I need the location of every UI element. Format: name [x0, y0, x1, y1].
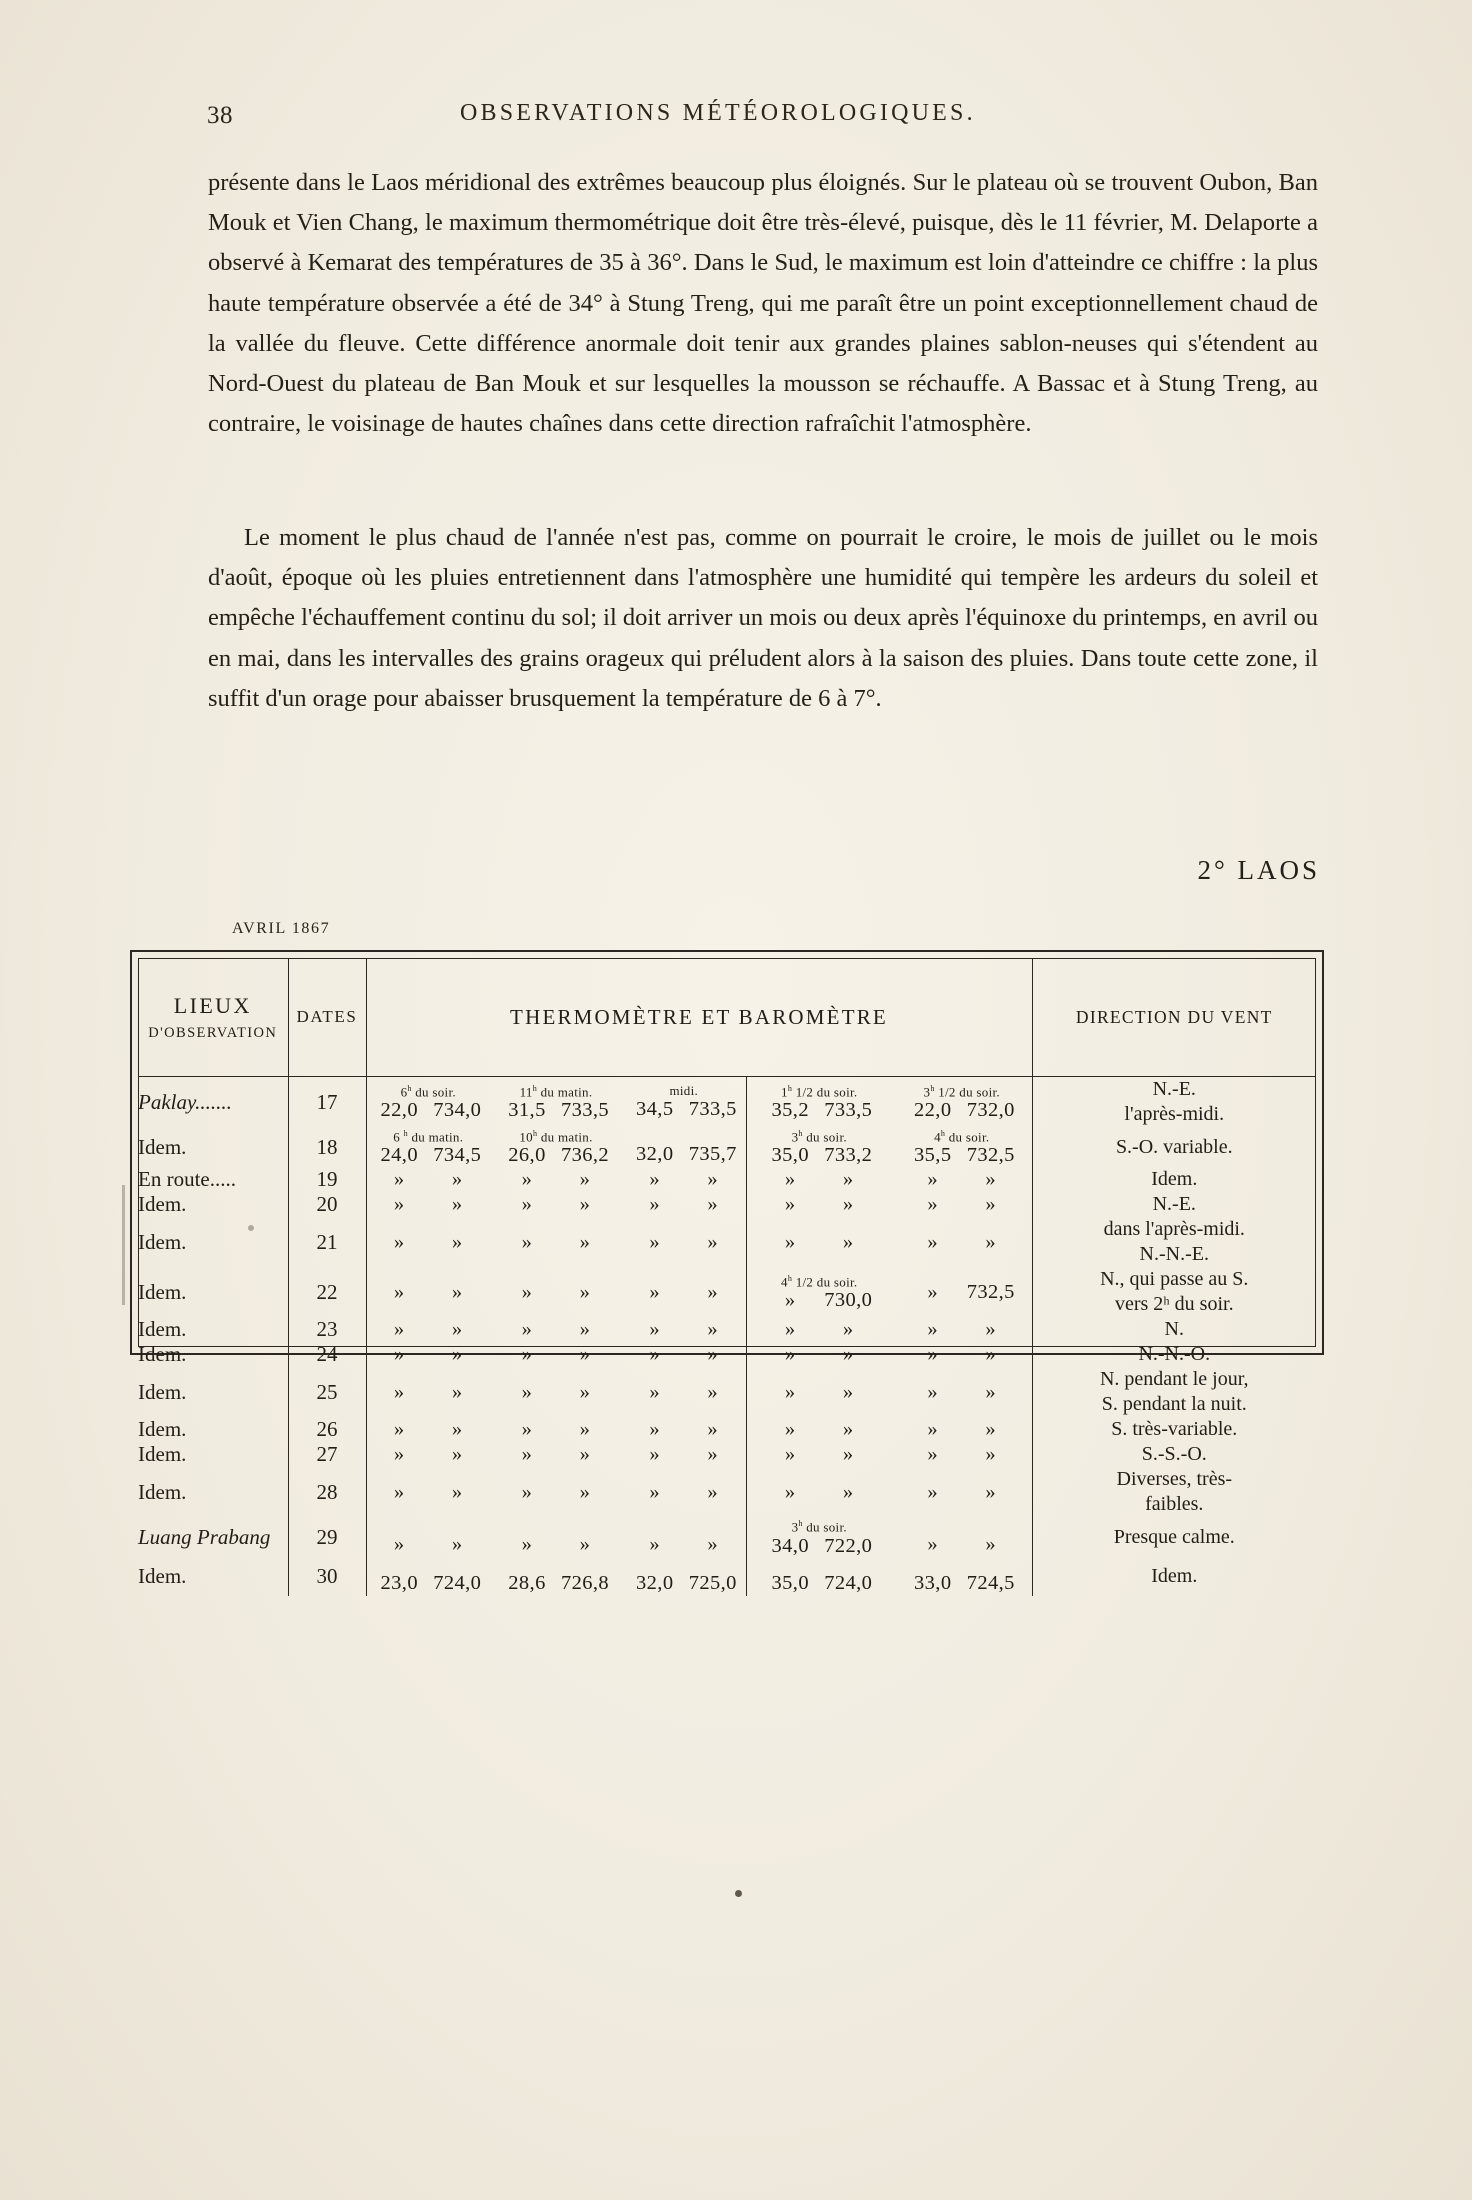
measure-values: » »: [784, 1168, 854, 1191]
measure-values: » »: [521, 1480, 591, 1503]
cell-lieu: Idem.: [138, 1217, 288, 1267]
cell-measure-5: [892, 1442, 1032, 1467]
measure-values: » »: [927, 1318, 997, 1341]
measure-values: » »: [784, 1318, 854, 1341]
cell-measure-4: [746, 1342, 892, 1367]
cell-measure-2: [490, 1417, 622, 1442]
cell-measure-3: [622, 1367, 746, 1417]
cell-measure-4: [746, 1517, 892, 1557]
header-direction-vent: DIRECTION DU VENT: [1032, 958, 1316, 1077]
cell-date: 20: [288, 1192, 366, 1217]
cell-measure-2: [490, 1192, 622, 1217]
measure-values: 35,0 724,0: [771, 1572, 873, 1595]
cell-measure-1: [366, 1417, 490, 1442]
table-row: [138, 1442, 1316, 1467]
measure-values: » »: [521, 1443, 591, 1466]
cell-lieu: Idem.: [138, 1417, 288, 1442]
cell-measure-1: [366, 1517, 490, 1557]
cell-measure-3: [622, 1342, 746, 1367]
cell-date: 22: [288, 1267, 366, 1317]
cell-measure-1: [366, 1558, 490, 1596]
measure-values: » 732,5: [927, 1280, 1015, 1303]
cell-vent: S. très-variable.: [1111, 1418, 1238, 1441]
cell-measure-4: [746, 1317, 892, 1342]
measure-values: » »: [927, 1380, 997, 1403]
page-header: [0, 100, 1472, 132]
page-edge-mark: [122, 1185, 125, 1305]
cell-lieu: Idem.: [138, 1442, 288, 1467]
table-caption: AVRIL 1867: [232, 920, 331, 937]
measure-values: 34,0 722,0: [771, 1534, 873, 1557]
cell-measure-2: [490, 1367, 622, 1417]
paragraph-2: [208, 518, 1318, 719]
cell-measure-1: [366, 1127, 490, 1167]
cell-measure-4: [746, 1192, 892, 1217]
measure-values: » »: [649, 1418, 719, 1441]
cell-measure-5: [892, 1077, 1032, 1128]
cell-measure-5: [892, 1317, 1032, 1342]
cell-measure-2: [490, 1267, 622, 1317]
header-thermometre: THERMOMÈTRE ET BAROMÈTRE: [366, 958, 1032, 1077]
cell-measure-5: [892, 1267, 1032, 1317]
cell-vent: N.-N.-O.: [1138, 1343, 1211, 1366]
table-row: [138, 1192, 1316, 1217]
cell-vent: N. pendant le jour, S. pendant la nuit.: [1099, 1368, 1249, 1416]
cell-lieu: Idem.: [138, 1192, 288, 1217]
measure-values: » »: [784, 1380, 854, 1403]
page-number: 38: [207, 102, 233, 129]
cell-vent: Presque calme.: [1113, 1525, 1235, 1548]
cell-measure-2: [490, 1127, 622, 1167]
cell-measure-1: [366, 1442, 490, 1467]
measure-values: 23,0 724,0: [380, 1572, 482, 1595]
measure-time-label: midi.: [669, 1082, 699, 1098]
cell-measure-2: [490, 1342, 622, 1367]
cell-date: 24: [288, 1342, 366, 1367]
cell-measure-5: [892, 1192, 1032, 1217]
measure-values: 28,6 726,8: [508, 1572, 610, 1595]
measure-values: » »: [927, 1443, 997, 1466]
measure-values: » »: [784, 1418, 854, 1441]
cell-measure-2: [490, 1077, 622, 1128]
cell-measure-4: [746, 1467, 892, 1517]
cell-measure-2: [490, 1167, 622, 1192]
cell-measure-5: [892, 1217, 1032, 1267]
measure-time-label: 3$^h$ du soir.: [791, 1129, 847, 1145]
cell-measure-4: [746, 1417, 892, 1442]
measure-values: » »: [649, 1443, 719, 1466]
paragraph-1: [208, 163, 1318, 444]
cell-measure-4: [746, 1127, 892, 1167]
measure-values: » »: [649, 1480, 719, 1503]
table-row: [138, 1077, 1316, 1128]
cell-measure-3: [622, 1267, 746, 1317]
measure-values: » »: [393, 1318, 463, 1341]
measure-time-label: 6 $^h$ du matin.: [393, 1129, 464, 1145]
measure-values: 35,5 732,5: [914, 1144, 1015, 1167]
cell-measure-3: [622, 1192, 746, 1217]
cell-measure-3: [622, 1217, 746, 1267]
table-row: [138, 1127, 1316, 1167]
measure-time-label: 3$^h$ 1/2 du soir.: [923, 1083, 1000, 1100]
cell-measure-4: [746, 1367, 892, 1417]
cell-vent: N.-E.: [1152, 1193, 1196, 1216]
table-row: [138, 1217, 1316, 1267]
cell-date: 17: [288, 1077, 366, 1128]
measure-values: » »: [521, 1318, 591, 1341]
measure-values: » »: [393, 1193, 463, 1216]
measure-time-label: 11$^h$ du matin.: [519, 1083, 593, 1100]
measure-values: » »: [521, 1168, 591, 1191]
cell-measure-1: [366, 1192, 490, 1217]
header-lieux-label: LIEUX: [173, 992, 252, 1018]
measure-values: » »: [393, 1168, 463, 1191]
cell-date: 23: [288, 1317, 366, 1342]
cell-measure-4: [746, 1167, 892, 1192]
footer-dot: [735, 1890, 742, 1897]
cell-lieu: Idem.: [138, 1467, 288, 1517]
table-row: [138, 1167, 1316, 1192]
ink-smudge: [248, 1225, 254, 1231]
cell-measure-1: [366, 1317, 490, 1342]
cell-measure-5: [892, 1342, 1032, 1367]
cell-measure-2: [490, 1317, 622, 1342]
measure-values: » »: [927, 1230, 997, 1253]
cell-vent: N.-E. l'après-midi.: [1124, 1078, 1225, 1125]
measure-values: » »: [649, 1318, 719, 1341]
measure-values: 22,0 732,0: [914, 1099, 1015, 1122]
measure-values: » »: [521, 1343, 591, 1366]
measure-values: » »: [393, 1343, 463, 1366]
cell-lieu: Idem.: [138, 1317, 288, 1342]
measure-values: » »: [927, 1532, 997, 1555]
paragraph-1-text: présente dans le Laos méridional des extrêmes beaucoup plus éloignés. Sur le plateau où se trouvent Oubon, Ban Mouk et Vien Chang, le maximum thermométrique doit être très-élevé, puisque, dès le 11 février, M. Delaporte a observé à Kemarat des températures de 35 à 36°. Dans le Sud, le maximum est loin d'atteindre ce chiffre : la plus haute température observée a été de 34° à Stung Treng, qui me paraît être un point exceptionnellement chaud de la vallée du fleuve. Cette différence anormale doit tenir aux grandes plaines sablon-neuses qui s'étendent au Nord-Ouest du plateau de Ban Mouk et sur lesquelles la mousson se réchauffe. A Bassac et à Stung Treng, au contraire, le voisinage de hautes chaînes dans cette direction rafraîchit l'atmosphère.: [208, 169, 1318, 438]
measure-values: » »: [521, 1193, 591, 1216]
cell-measure-3: [622, 1467, 746, 1517]
cell-measure-2: [490, 1442, 622, 1467]
cell-vent: S.-O. variable.: [1115, 1135, 1233, 1158]
cell-measure-1: [366, 1467, 490, 1517]
measure-values: 24,0 734,5: [380, 1144, 482, 1167]
cell-measure-5: [892, 1467, 1032, 1517]
meteo-table: [138, 958, 1316, 1596]
cell-lieu: En route.....: [138, 1167, 288, 1192]
measure-values: 33,0 724,5: [914, 1572, 1015, 1595]
cell-date: 29: [288, 1517, 366, 1557]
measure-time-label: 10$^h$ du matin.: [519, 1129, 593, 1145]
cell-measure-3: [622, 1167, 746, 1192]
cell-vent: N.: [1164, 1318, 1184, 1341]
cell-measure-4: [746, 1442, 892, 1467]
cell-lieu: Idem.: [138, 1367, 288, 1417]
measure-values: » »: [521, 1380, 591, 1403]
table-header-row: [138, 958, 1316, 1077]
measure-values: » »: [393, 1532, 463, 1555]
cell-measure-2: [490, 1467, 622, 1517]
measure-values: » »: [521, 1230, 591, 1253]
measure-values: 32,0 725,0: [636, 1572, 737, 1595]
cell-date: 27: [288, 1442, 366, 1467]
measure-values: » »: [393, 1230, 463, 1253]
table-row: [138, 1342, 1316, 1367]
cell-lieu: Idem.: [138, 1127, 288, 1167]
cell-measure-1: [366, 1217, 490, 1267]
measure-values: 34,5 733,5: [636, 1097, 737, 1120]
table-row: [138, 1417, 1316, 1442]
measure-values: » 730,0: [784, 1289, 873, 1312]
cell-measure-1: [366, 1077, 490, 1128]
measure-values: 32,0 735,7: [636, 1142, 737, 1165]
measure-values: » »: [784, 1193, 854, 1216]
cell-date: 28: [288, 1467, 366, 1517]
cell-measure-5: [892, 1367, 1032, 1417]
cell-measure-2: [490, 1217, 622, 1267]
table-row: [138, 1317, 1316, 1342]
measure-values: » »: [649, 1168, 719, 1191]
header-lieux: [138, 958, 288, 1077]
measure-time-label: 3$^h$ du soir.: [791, 1519, 847, 1535]
measure-values: » »: [784, 1230, 854, 1253]
measure-values: » »: [649, 1280, 719, 1303]
measure-time-label: 4$^h$ 1/2 du soir.: [781, 1274, 858, 1290]
cell-vent: Idem.: [1151, 1168, 1198, 1191]
cell-vent: dans l'après-midi. N.-N.-E.: [1103, 1218, 1245, 1266]
cell-measure-4: [746, 1217, 892, 1267]
cell-date: 21: [288, 1217, 366, 1267]
cell-date: 30: [288, 1558, 366, 1596]
measure-values: » »: [521, 1418, 591, 1441]
cell-date: 18: [288, 1127, 366, 1167]
measure-values: » »: [393, 1280, 463, 1303]
cell-measure-2: [490, 1517, 622, 1557]
cell-date: 25: [288, 1367, 366, 1417]
measure-values: » »: [649, 1343, 719, 1366]
header-lieux-sublabel: D'OBSERVATION: [148, 1024, 278, 1041]
paragraph-2-text: Le moment le plus chaud de l'année n'est pas, comme on pourrait le croire, le mois de juillet ou le mois d'août, époque où les pluies entretiennent dans l'atmosphère une humidité qui tempère les ardeurs du soleil et empêche l'échauffement continu du sol; il doit arriver un mois ou deux après l'équinoxe du printemps, en avril ou en mai, dans les intervalles des grains orageux qui préludent alors à la saison des pluies. Dans toute cette zone, il suffit d'un orage pour abaisser brusquement la température de 6 à 7°.: [208, 524, 1318, 712]
measure-values: » »: [927, 1193, 997, 1216]
table-row: [138, 1517, 1316, 1557]
cell-lieu: Paklay.......: [138, 1077, 288, 1128]
measure-values: » »: [649, 1380, 719, 1403]
cell-measure-3: [622, 1317, 746, 1342]
measure-values: 35,2 733,5: [771, 1099, 873, 1122]
cell-measure-4: [746, 1077, 892, 1128]
cell-measure-4: [746, 1267, 892, 1317]
measure-values: » »: [784, 1480, 854, 1503]
measure-values: » »: [521, 1280, 591, 1303]
measure-values: » »: [393, 1480, 463, 1503]
cell-lieu: Luang Prabang: [138, 1517, 288, 1557]
table-row: [138, 1467, 1316, 1517]
measure-values: » »: [393, 1380, 463, 1403]
cell-measure-3: [622, 1417, 746, 1442]
cell-measure-4: [746, 1558, 892, 1596]
cell-lieu: Idem.: [138, 1342, 288, 1367]
cell-measure-3: [622, 1558, 746, 1596]
cell-vent: Diverses, très- faibles.: [1116, 1468, 1233, 1516]
measure-values: » »: [521, 1532, 591, 1555]
cell-measure-1: [366, 1342, 490, 1367]
cell-measure-2: [490, 1558, 622, 1596]
running-title: OBSERVATIONS MÉTÉOROLOGIQUES.: [460, 100, 976, 126]
measure-values: » »: [927, 1480, 997, 1503]
measure-values: 35,0 733,2: [771, 1144, 873, 1167]
cell-measure-1: [366, 1367, 490, 1417]
table-row: [138, 1267, 1316, 1317]
cell-measure-1: [366, 1167, 490, 1192]
measure-time-label: 4$^h$ du soir.: [934, 1129, 990, 1145]
cell-measure-1: [366, 1267, 490, 1317]
cell-measure-3: [622, 1517, 746, 1557]
measure-values: » »: [649, 1193, 719, 1216]
section-label: 2° LAOS: [1197, 855, 1320, 885]
table-row: [138, 1558, 1316, 1596]
cell-lieu: Idem.: [138, 1267, 288, 1317]
cell-measure-5: [892, 1558, 1032, 1596]
cell-measure-3: [622, 1442, 746, 1467]
measure-values: » »: [393, 1443, 463, 1466]
cell-vent: N., qui passe au S. vers 2ʰ du soir.: [1100, 1268, 1249, 1316]
cell-measure-5: [892, 1167, 1032, 1192]
cell-lieu: Idem.: [138, 1558, 288, 1596]
measure-values: » »: [649, 1532, 719, 1555]
meteo-table-wrapper: [138, 958, 1316, 1595]
header-dates: DATES: [288, 958, 366, 1077]
cell-measure-3: [622, 1127, 746, 1167]
cell-measure-5: [892, 1417, 1032, 1442]
measure-values: 22,0 734,0: [380, 1099, 482, 1122]
measure-values: » »: [927, 1168, 997, 1191]
cell-measure-5: [892, 1517, 1032, 1557]
cell-vent: Idem.: [1151, 1565, 1198, 1588]
measure-values: 26,0 736,2: [508, 1144, 610, 1167]
table-row: [138, 1367, 1316, 1417]
cell-measure-3: [622, 1077, 746, 1128]
measure-values: » »: [784, 1343, 854, 1366]
cell-vent: S.-S.-O.: [1141, 1443, 1207, 1466]
measure-time-label: 1$^h$ 1/2 du soir.: [781, 1083, 858, 1100]
measure-values: » »: [784, 1443, 854, 1466]
cell-date: 26: [288, 1417, 366, 1442]
measure-time-label: 6$^h$ du soir.: [400, 1083, 456, 1100]
cell-date: 19: [288, 1167, 366, 1192]
cell-measure-5: [892, 1127, 1032, 1167]
measure-values: » »: [649, 1230, 719, 1253]
measure-values: » »: [927, 1343, 997, 1366]
measure-values: 31,5 733,5: [508, 1099, 610, 1122]
measure-values: » »: [927, 1418, 997, 1441]
measure-values: » »: [393, 1418, 463, 1441]
